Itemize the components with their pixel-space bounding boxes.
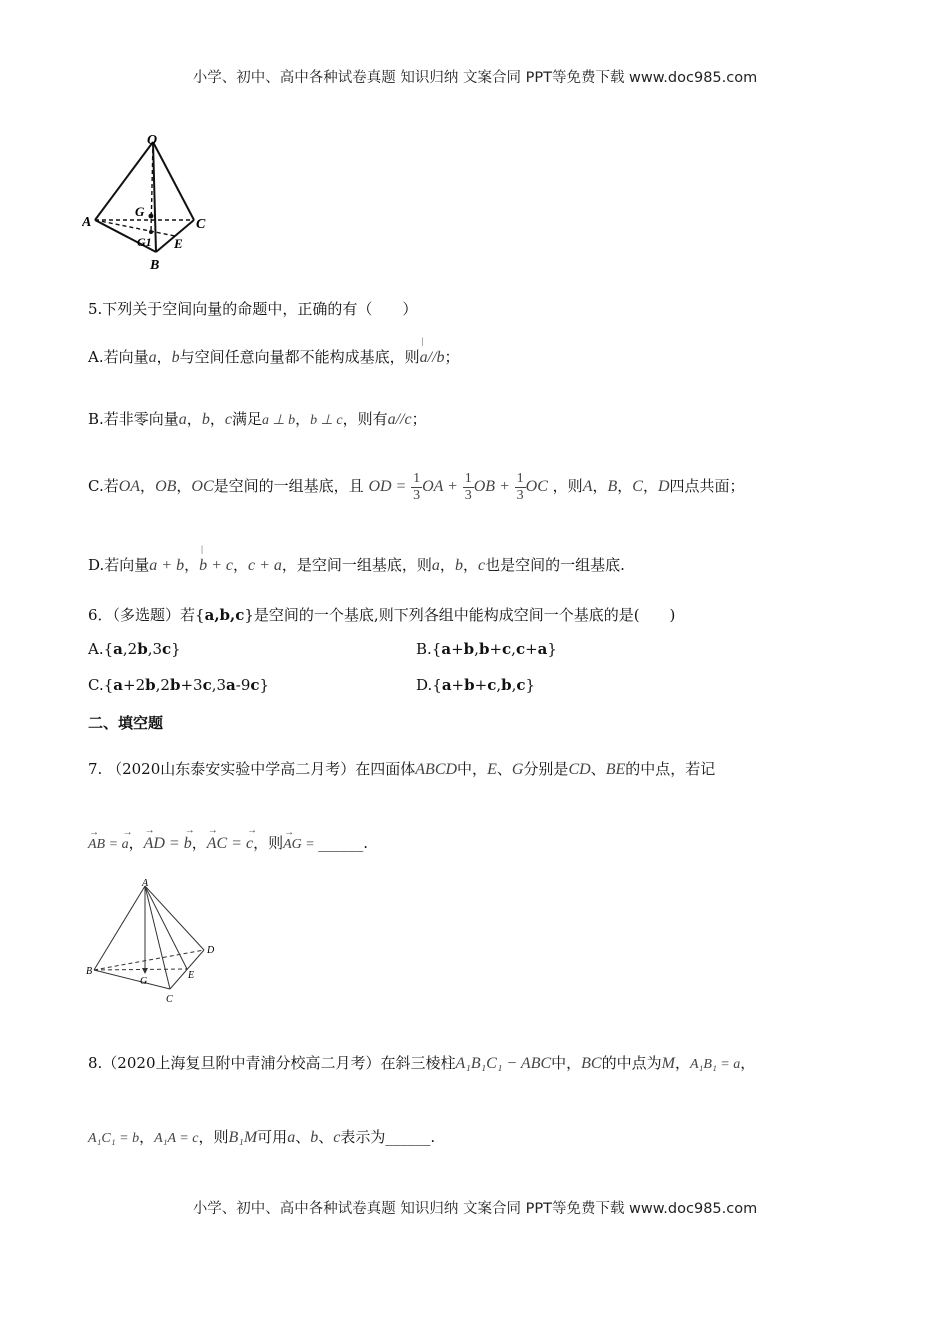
section-heading-fill-in: 二、填空题 — [88, 714, 164, 732]
label-c: C — [166, 994, 173, 1005]
label-o: O — [147, 133, 158, 148]
label-g: G — [135, 204, 145, 219]
q5-option-d: D.若向量a + b，| b + c，c + a，是空间一组基底，则a，b，c也是空间的一组基底. — [88, 554, 625, 575]
q8-line2: A₁C₁ = b，A₁A = c，则B₁M可用a、b、c表示为______. — [88, 1128, 436, 1146]
label-g1: G1 — [137, 235, 152, 249]
q5-option-c: C.若OA，OB，OC是空间的一组基底，且 OD = $\frac{1}{3}$ OA + $\frac{1}{3}$ OB + $\frac{1}{3}$ OC ，则A，B，C，D四点共面； — [88, 470, 745, 503]
q7-line2: → AB = → a，→ AD = → b，→ AC = → c，则→ AG = ______. — [88, 832, 368, 853]
label-a: A — [82, 215, 92, 230]
q8-line1: 8.（2020上海复旦附中青浦分校高二月考）在斜三棱柱A₁B₁C₁ − ABC中，BC的中点为M，A₁B₁ = a， — [88, 1054, 756, 1072]
label-e: E — [174, 236, 183, 251]
label-g: G — [140, 976, 148, 987]
q6-option-d: D.{a+b+c,b,c} — [416, 676, 536, 694]
label-c: C — [196, 217, 206, 232]
label-b: B — [150, 258, 160, 272]
page-header: 小学、初中、高中各种试卷真题 知识归纳 文案合同 PPT等免费下载 www.doc985.com — [192, 70, 758, 86]
figure-tetrahedron-oabc — [82, 132, 222, 272]
label-b: B — [86, 966, 93, 977]
q6-option-b: B.{a+b,b+c,c+a} — [416, 640, 557, 658]
q6-option-c: C.{a+2b,2b+3c,3a-9c} — [88, 676, 270, 694]
label-d: D — [207, 945, 215, 956]
q8-answer-blank[interactable]: ______. — [385, 1128, 436, 1146]
q6-option-a: A.{a,2b,3c} — [88, 640, 181, 658]
page-footer: 小学、初中、高中各种试卷真题 知识归纳 文案合同 PPT等免费下载 www.doc985.com — [192, 1201, 758, 1217]
q5-option-a: A.若向量a，b与空间任意向量都不能构成基底，则| a//b； — [88, 346, 460, 367]
q7-answer-blank[interactable]: ______. — [318, 834, 368, 852]
q5-option-b: B.若非零向量a，b，c满足a ⊥ b，b ⊥ c，则有a//c； — [88, 410, 427, 428]
q5-stem: 5.下列关于空间向量的命题中，正确的有（ ） — [88, 300, 418, 318]
figure-tetrahedron-abcd — [84, 876, 224, 1006]
label-e: E — [188, 970, 195, 981]
q7-line1: 7. （2020山东泰安实验中学高二月考）在四面体ABCD中，E、G分别是CD、BE的中点，若记 — [88, 760, 716, 778]
q6-stem: 6．（多选题）若{a,b,c}是空间的一个基底,则下列各组中能构成空间一个基底的是( ) — [88, 606, 676, 624]
label-a: A — [142, 878, 149, 889]
